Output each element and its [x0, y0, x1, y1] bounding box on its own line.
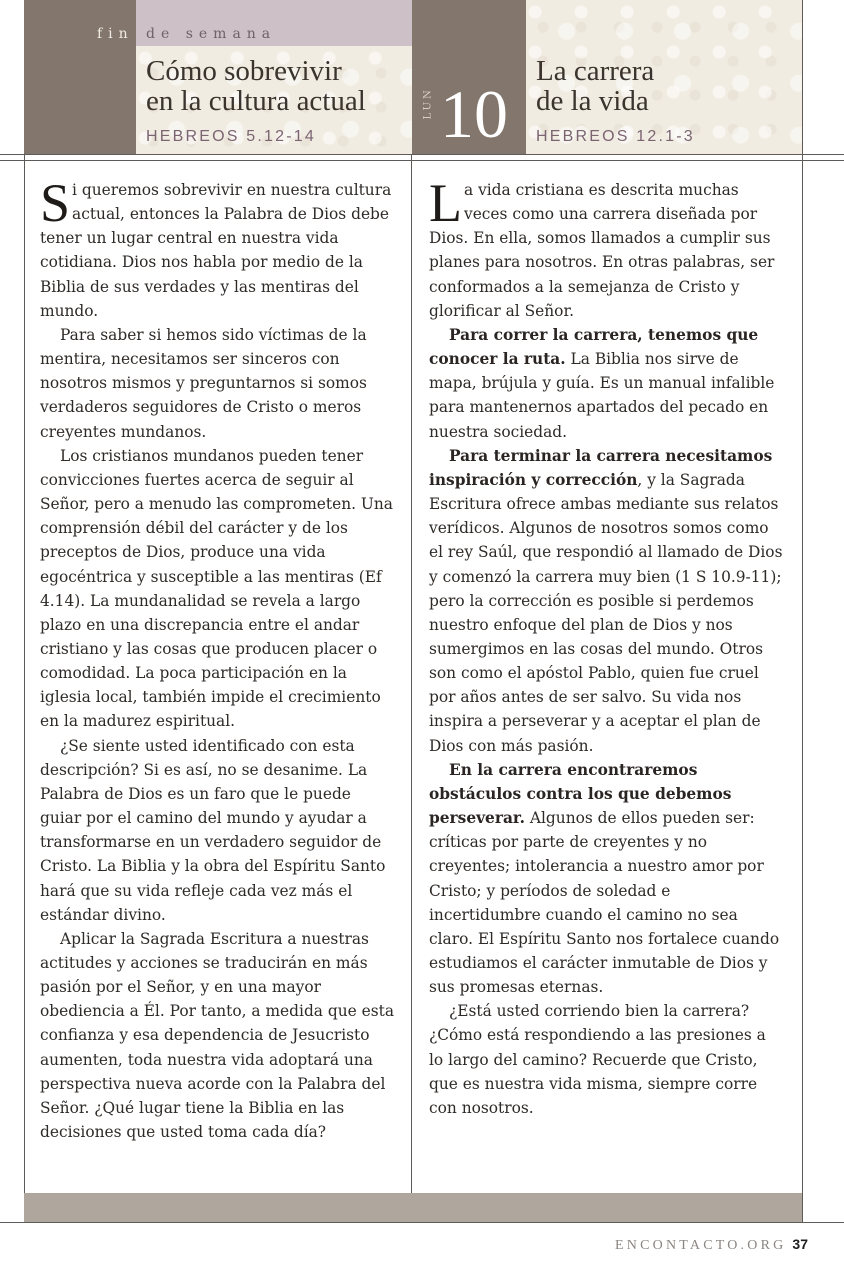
page-number: 37: [792, 1236, 808, 1252]
title-line: La carrera: [536, 55, 655, 87]
paragraph: Para saber si hemos sido víctimas de la mentira, necesitamos ser sinceros con nosotros mismos y preguntarnos si somos verdaderos seguidores de Cristo o meros creyentes mundanos.: [40, 325, 367, 441]
day-number: 10: [440, 76, 508, 152]
folio: [615, 1236, 808, 1254]
footer-band: [24, 1193, 802, 1223]
header-taupe-block-left: [24, 0, 136, 154]
scripture-reference-left: HEBREOS 5.12-14: [146, 128, 316, 145]
lead-in: Para correr la carrera, tenemos que conocer la ruta.: [429, 325, 759, 369]
title-line: en la cultura actual: [146, 85, 366, 117]
frame-right-rule: [802, 0, 803, 1223]
paragraph: ¿Se siente usted identificado con esta descripción? Si es así, no se desanime. La Palabra de Dios es un faro que le puede guiar por el camino del mundo y ayudar a transformarse en un verdadero seguidor de Cristo. La Biblia y la obra del Espíritu Santo hará que su vida refleje cada vez más el estándar divino.: [40, 736, 386, 924]
lead-in: En la carrera encontraremos obstáculos contra los que debemos perseverar.: [429, 760, 732, 828]
title-line: de la vida: [536, 85, 649, 117]
paragraph: Si queremos sobrevivir en nuestra cultura actual, entonces la Palabra de Dios debe tener un lugar central en nuestra vida cotidiana. Dios nos habla por medio de la Biblia de sus verdades y las mentiras del mundo.: [40, 173, 392, 320]
paragraph: Aplicar la Sagrada Escritura a nuestras actitudes y acciones se traducirán en más pasión por el Señor, y en una mayor obediencia a Él. Por tanto, a medida que esta confianza y esa dependencia de Jesucristo aumenten, toda nuestra vida adoptará una perspectiva nueva acorde con la Palabra del Señor. ¿Qué lugar tiene la Biblia en las decisiones que usted toma cada día?: [40, 929, 394, 1142]
header-rule-bottom: [0, 160, 844, 161]
drop-cap: S: [40, 173, 71, 233]
footer-rule: [0, 1222, 844, 1223]
lead-in: Para terminar la carrera necesitamos inspiración y corrección: [429, 446, 773, 489]
article-right: [429, 173, 784, 1120]
paragraph: Para correr la carrera, tenemos que conocer la ruta. La Biblia nos sirve de mapa, brújula y guía. Es un manual infalible para mantenernos apartados del pecado en nuestra sociedad.: [429, 325, 775, 441]
site-url: ENCONTACTO.ORG: [615, 1238, 787, 1253]
paragraph: La vida cristiana es descrita muchas veces como una carrera diseñada por Dios. En ella, somos llamados a cumplir sus planes para nosotros. En otras palabras, ser conformados a la semejanza de Cristo y glorificar al Señor.: [429, 173, 775, 320]
paragraph: Los cristianos mundanos pueden tener convicciones fuertes acerca de seguir al Señor, pero a menudo las comprometen. Una comprensión débil del carácter y de los preceptos de Dios, produce una vida egocéntrica y susceptible a las mentiras (Ef 4.14). La mundanalidad se revela a largo plazo en una discrepancia entre el andar cristiano y las cosas que producen placer o comodidad. La poca participación en la iglesia local, también impide el crecimiento en la madurez espiritual.: [40, 446, 393, 731]
devotional-title-left: [146, 56, 366, 116]
title-line: Cómo sobrevivir: [146, 55, 342, 87]
frame-left-rule: [24, 154, 25, 1223]
header-rule-top: [0, 154, 844, 155]
article-left: [40, 173, 395, 1144]
scripture-reference-right: HEBREOS 12.1-3: [536, 128, 695, 145]
paragraph: ¿Está usted corriendo bien la carrera? ¿Cómo está respondiendo a las presiones a lo largo del camino? Recuerde que Cristo, que es nuestra vida misma, siempre corre con nosotros.: [429, 1002, 766, 1117]
column-divider: [411, 154, 412, 1223]
section-kicker-part2: de semana: [146, 26, 277, 42]
devotional-title-right: [536, 56, 654, 116]
paragraph: Para terminar la carrera necesitamos inspiración y corrección, y la Sagrada Escritura ofrece ambas mediante sus relatos verídicos. Algunos de nosotros somos como el rey Saúl, que respondió al llamado de Dios y comenzó la carrera muy bien (1 S 10.9-11); pero la corrección es posible si perdemos nuestro enfoque del plan de Dios y nos sumergimos en las cosas del mundo. Otros son como el apóstol Pablo, quien fue cruel por años antes de ser salvo. Su vida nos inspira a perseverar y a aceptar el plan de Dios con más pasión.: [429, 446, 783, 755]
drop-cap: L: [429, 173, 462, 233]
weekday-label: LUN: [422, 87, 434, 120]
paragraph: En la carrera encontraremos obstáculos contra los que debemos perseverar. Algunos de ellos pueden ser: críticas por parte de creyentes y no creyentes; intolerancia a nuestro amor por Cristo; y períodos de soledad e incertidumbre cuando el camino no sea claro. El Espíritu Santo nos fortalece cuando estudiamos el carácter inmutable de Dios y sus promesas eternas.: [429, 760, 780, 997]
section-kicker-part1: fin: [97, 26, 134, 42]
